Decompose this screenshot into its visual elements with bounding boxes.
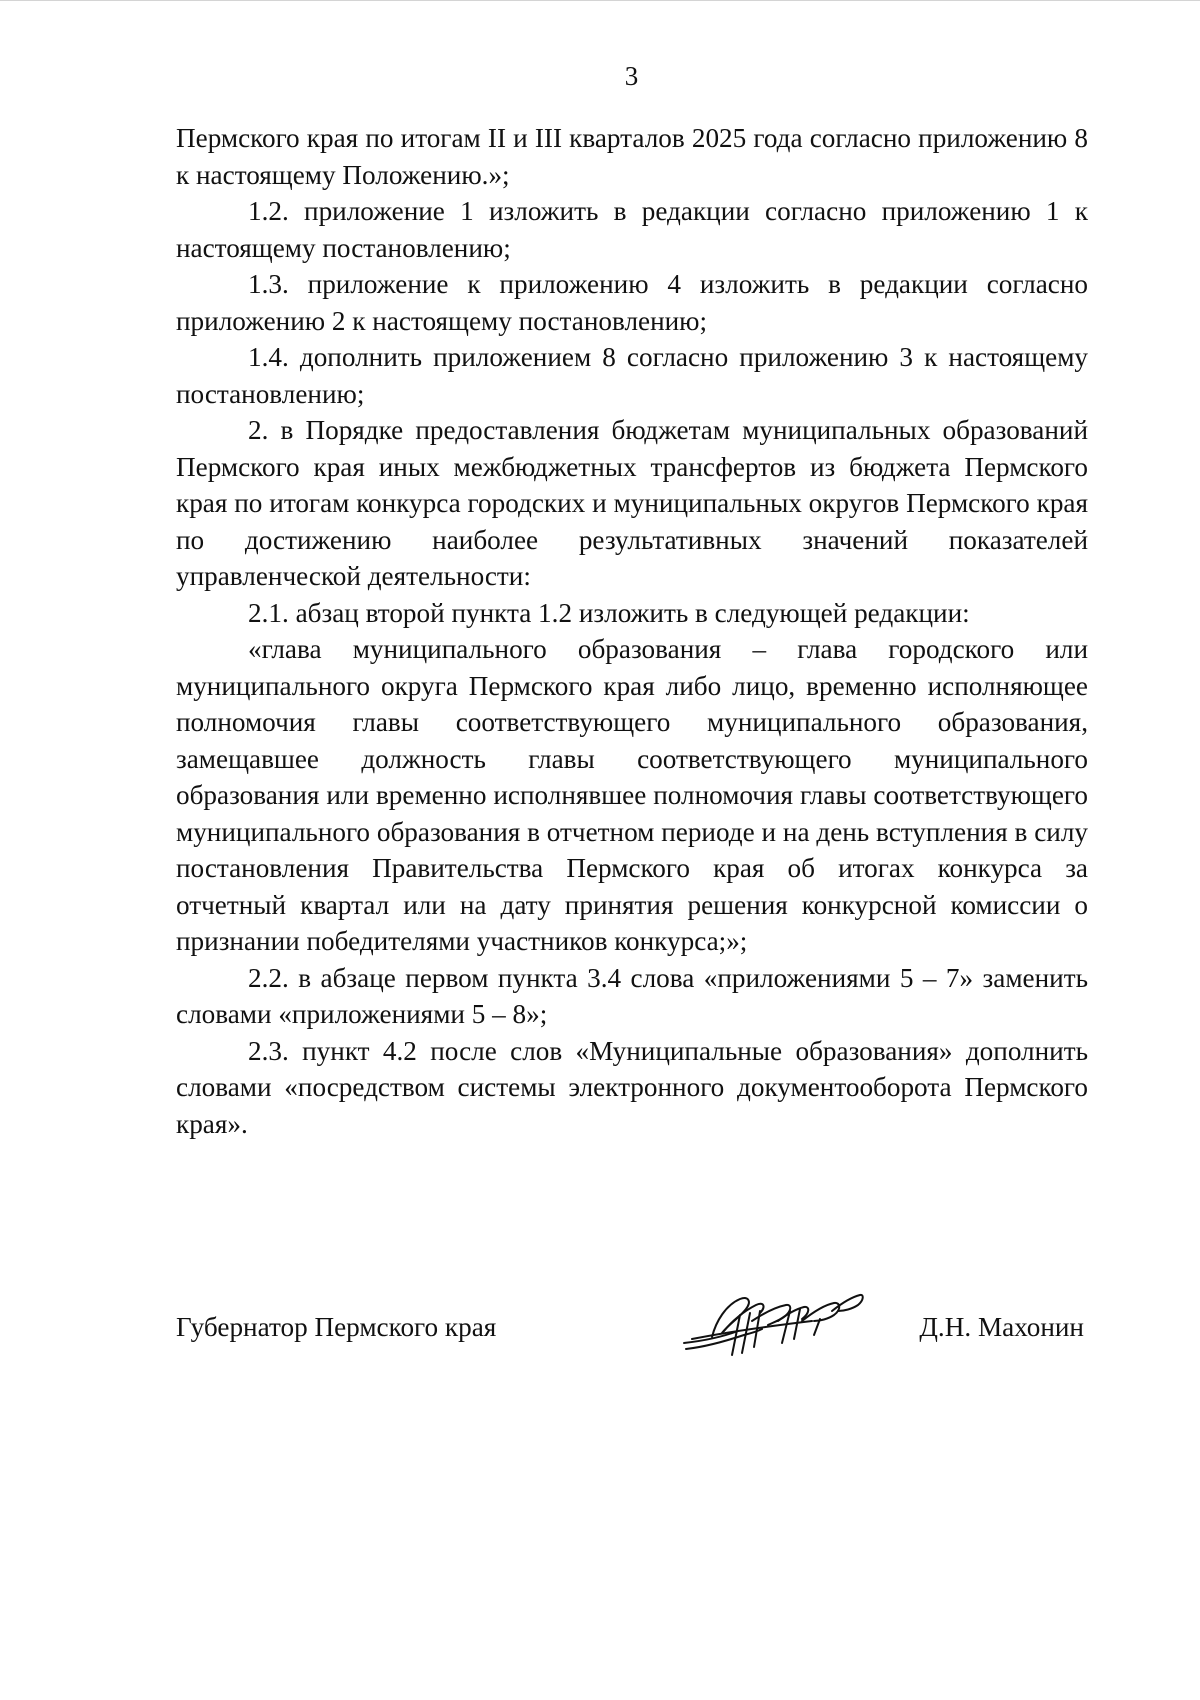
paragraph-2-1-quote: «глава муниципального образования – глава городского или муниципального округа Пермского края либо лицо, временно исполняющее полномочия главы соответствующего муниципального образования, замещавшее должность главы соответствующего муниципального образования или временно исполнявшее полномочия главы соответствующего муниципального образования в отчетном периоде и на день вступления в силу постановления Правительства Пермского края об итогах конкурса за отчетный квартал или на дату принятия решения конкурсной комиссии о признании победителями участников конкурса;»; xyxy=(176,634,1088,956)
paragraph-2-2: 2.2. в абзаце первом пункта 3.4 слова «приложениями 5 – 7» заменить словами «приложениями 5 – 8»; xyxy=(176,962,1088,1029)
paragraph-1-3: 1.3. приложение к приложению 4 изложить в редакции согласно приложению 2 к настоящему постановлению; xyxy=(176,269,1088,336)
paragraph-1-2: 1.2. приложение 1 изложить в редакции согласно приложению 1 к настоящему постановлению; xyxy=(176,196,1088,263)
signature-block xyxy=(176,1305,1088,1365)
paragraph-1-4: 1.4. дополнить приложением 8 согласно приложению 3 к настоящему постановлению; xyxy=(176,342,1088,409)
paragraph-2: 2. в Порядке предоставления бюджетам муниципальных образований Пермского края иных межбюджетных трансфертов из бюджета Пермского края по итогам конкурса городских и муниципальных округов Пермского края по достижению наиболее результативных значений показателей управленческой деятельности: xyxy=(176,415,1088,591)
handwritten-signature-icon xyxy=(682,1291,866,1359)
page-number: 3 xyxy=(624,61,639,91)
page-top-edge xyxy=(0,0,1200,1)
paragraph-continuation: Пермского края по итогам II и III кварталов 2025 года согласно приложению 8 к настоящему Положению.»; xyxy=(176,123,1088,190)
document-body xyxy=(176,120,1088,1142)
paragraph-2-3: 2.3. пункт 4.2 после слов «Муниципальные образования» дополнить словами «посредством системы электронного документооборота Пермского края». xyxy=(176,1035,1088,1139)
paragraph-2-1: 2.1. абзац второй пункта 1.2 изложить в следующей редакции: xyxy=(248,597,970,628)
signer-position: Губернатор Пермского края xyxy=(176,1312,497,1342)
signer-name: Д.Н. Махонин xyxy=(919,1312,1084,1342)
